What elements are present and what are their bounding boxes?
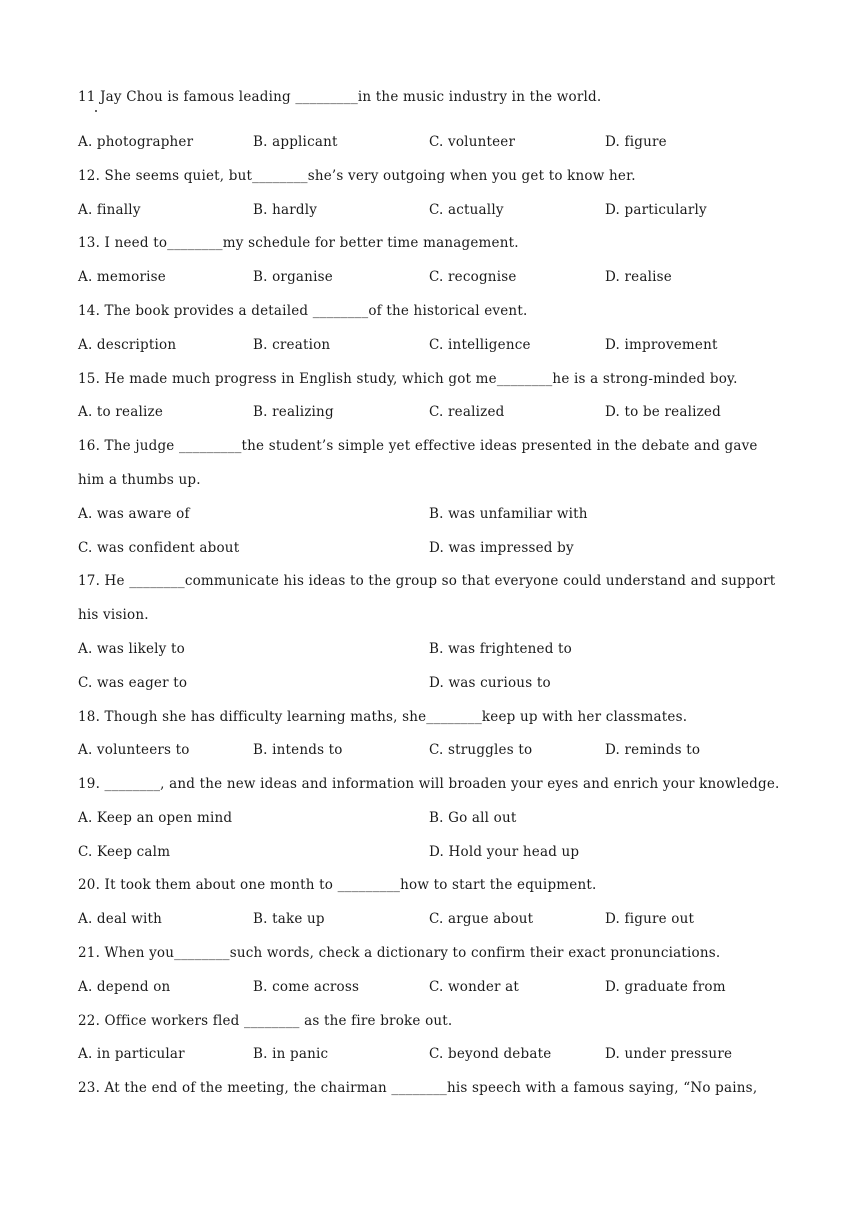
question-21-option-d: D. graduate from xyxy=(605,979,726,995)
question-23-text: 23. At the end of the meeting, the chairman ________his speech with a famous saying, “No pains, xyxy=(78,1080,758,1096)
question-15-option-a: A. to realize xyxy=(78,404,164,420)
question-22-text: 22. Office workers fled ________ as the fire broke out. xyxy=(78,1013,453,1029)
question-14-option-d: D. improvement xyxy=(605,337,718,353)
question-11-option-d: D. figure xyxy=(605,134,667,150)
question-21-option-b: B. come across xyxy=(253,979,360,995)
question-22-option-a: A. in particular xyxy=(78,1046,185,1062)
question-17-text-line-2: his vision. xyxy=(78,607,149,623)
question-12-option-c: C. actually xyxy=(429,202,504,218)
question-13-text: 13. I need to________my schedule for better time management. xyxy=(78,235,519,251)
question-13-option-d: D. realise xyxy=(605,269,672,285)
question-15-option-b: B. realizing xyxy=(253,404,334,420)
question-16-text-line-1: 16. The judge _________the student’s simple yet effective ideas presented in the debate and gave xyxy=(78,438,758,454)
question-20-text: 20. It took them about one month to _________how to start the equipment. xyxy=(78,877,597,893)
question-12-option-d: D. particularly xyxy=(605,202,707,218)
question-19-option-c: C. Keep calm xyxy=(78,844,171,860)
question-16-option-b: B. was unfamiliar with xyxy=(429,506,588,522)
question-17-text-line-1: 17. He ________communicate his ideas to the group so that everyone could understand and support xyxy=(78,573,776,589)
question-14-option-a: A. description xyxy=(78,337,177,353)
question-19-option-a: A. Keep an open mind xyxy=(78,810,233,826)
question-19-option-d: D. Hold your head up xyxy=(429,844,580,860)
question-18-option-a: A. volunteers to xyxy=(78,742,190,758)
question-22-option-d: D. under pressure xyxy=(605,1046,733,1062)
question-12-option-b: B. hardly xyxy=(253,202,318,218)
question-14-option-b: B. creation xyxy=(253,337,331,353)
question-11-option-c: C. volunteer xyxy=(429,134,516,150)
question-16-option-d: D. was impressed by xyxy=(429,540,574,556)
question-22-option-b: B. in panic xyxy=(253,1046,329,1062)
question-13-option-b: B. organise xyxy=(253,269,333,285)
question-11-option-b: B. applicant xyxy=(253,134,338,150)
question-19-option-b: B. Go all out xyxy=(429,810,517,826)
question-22-option-c: C. beyond debate xyxy=(429,1046,552,1062)
question-18-text: 18. Though she has difficulty learning maths, she________keep up with her classmates. xyxy=(78,709,688,725)
question-15-option-c: C. realized xyxy=(429,404,505,420)
question-12-text: 12. She seems quiet, but________she’s very outgoing when you get to know her. xyxy=(78,168,636,184)
question-17-option-c: C. was eager to xyxy=(78,675,188,691)
question-18-option-c: C. struggles to xyxy=(429,742,533,758)
question-20-option-d: D. figure out xyxy=(605,911,695,927)
question-14-text: 14. The book provides a detailed ________of the historical event. xyxy=(78,303,528,319)
question-13-option-a: A. memorise xyxy=(78,269,166,285)
question-20-option-c: C. argue about xyxy=(429,911,534,927)
question-13-option-c: C. recognise xyxy=(429,269,517,285)
question-16-text-line-2: him a thumbs up. xyxy=(78,472,201,488)
question-16-option-a: A. was aware of xyxy=(78,506,190,522)
question-19-text: 19. ________, and the new ideas and information will broaden your eyes and enrich your knowledge. xyxy=(78,776,780,792)
question-17-option-a: A. was likely to xyxy=(78,641,185,657)
question-11-text: 11 Jay Chou is famous leading _________in the music industry in the world. xyxy=(78,89,602,105)
question-11-option-a: A. photographer xyxy=(78,134,194,150)
question-20-option-b: B. take up xyxy=(253,911,325,927)
question-15-option-d: D. to be realized xyxy=(605,404,721,420)
question-18-option-d: D. reminds to xyxy=(605,742,701,758)
question-16-option-c: C. was confident about xyxy=(78,540,240,556)
stray-dot xyxy=(95,110,97,112)
question-21-option-c: C. wonder at xyxy=(429,979,520,995)
question-17-option-d: D. was curious to xyxy=(429,675,551,691)
question-14-option-c: C. intelligence xyxy=(429,337,531,353)
question-21-option-a: A. depend on xyxy=(78,979,171,995)
question-18-option-b: B. intends to xyxy=(253,742,343,758)
question-21-text: 21. When you________such words, check a dictionary to confirm their exact pronunciations. xyxy=(78,945,721,961)
question-20-option-a: A. deal with xyxy=(78,911,163,927)
question-15-text: 15. He made much progress in English study, which got me________he is a strong-minded boy. xyxy=(78,371,738,387)
question-12-option-a: A. finally xyxy=(78,202,141,218)
question-17-option-b: B. was frightened to xyxy=(429,641,573,657)
